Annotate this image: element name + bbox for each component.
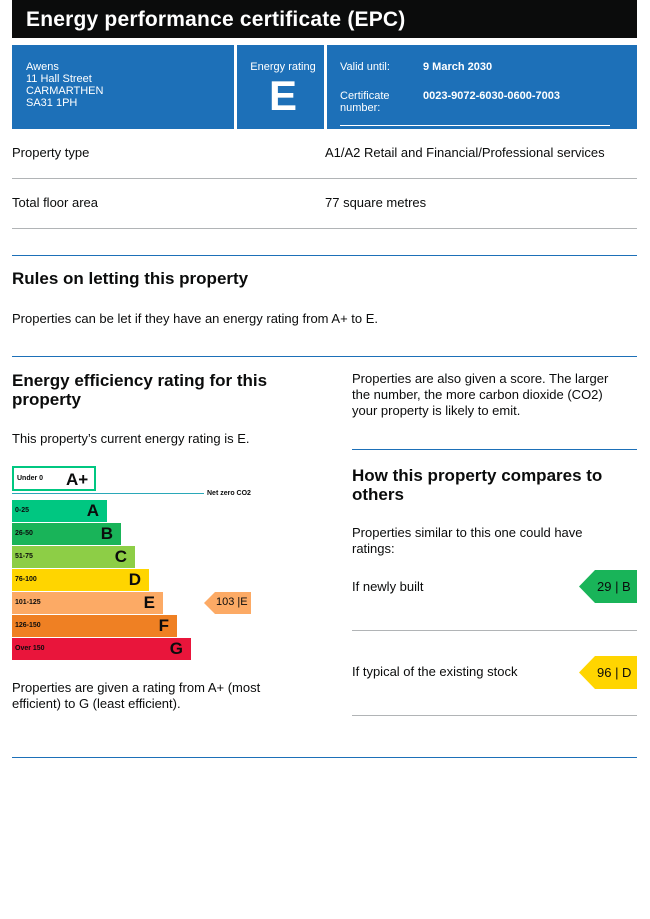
energy-rating-label: Energy rating bbox=[250, 61, 316, 73]
divider bbox=[234, 45, 237, 129]
band-c bbox=[12, 546, 135, 568]
band-d bbox=[12, 569, 149, 591]
band-letter: D bbox=[128, 570, 141, 589]
rating-footnote bbox=[12, 680, 260, 712]
floor-area-label: Total floor area bbox=[12, 195, 98, 210]
band-range: 26-50 bbox=[15, 530, 33, 537]
divider bbox=[352, 630, 637, 631]
address-line: Awens bbox=[26, 61, 59, 73]
existing-stock-label: If typical of the existing stock bbox=[352, 664, 518, 679]
score-text-line: the number, the more carbon dioxide (CO2) bbox=[352, 387, 603, 402]
letting-text: Properties can be let if they have an energy rating from A+ to E. bbox=[12, 311, 379, 326]
comparison-heading-line: others bbox=[352, 485, 404, 504]
band-letter: C bbox=[114, 547, 127, 566]
band-range: 126-150 bbox=[15, 622, 41, 629]
property-type-row bbox=[12, 145, 637, 160]
section-divider bbox=[12, 356, 637, 357]
band-g bbox=[12, 638, 191, 660]
property-type-label: Property type bbox=[12, 145, 90, 160]
section-divider bbox=[12, 757, 637, 758]
efficiency-heading-line: Energy efficiency rating for this bbox=[12, 371, 268, 390]
divider bbox=[352, 715, 637, 716]
current-score-marker bbox=[204, 592, 251, 614]
comparison-intro-line: ratings: bbox=[352, 541, 395, 556]
band-a-plus bbox=[12, 466, 96, 491]
band-letter: A bbox=[86, 501, 99, 520]
divider bbox=[340, 125, 610, 126]
newly-built-label: If newly built bbox=[352, 579, 424, 594]
band-b bbox=[12, 523, 121, 545]
address-line: 11 Hall Street bbox=[26, 73, 92, 85]
comparison-intro bbox=[352, 525, 583, 557]
valid-until-value: 9 March 2030 bbox=[423, 61, 493, 73]
existing-stock-rating bbox=[579, 656, 637, 689]
address bbox=[26, 61, 103, 109]
band-letter: F bbox=[158, 616, 169, 635]
band-range: 76-100 bbox=[15, 576, 37, 583]
score-text-line: your property is likely to emit. bbox=[352, 403, 521, 418]
band-letter: G bbox=[169, 639, 183, 658]
section-divider bbox=[12, 255, 637, 256]
comparison-heading bbox=[352, 466, 602, 504]
certificate-number-value: 0023-9072-6030-0600-7003 bbox=[423, 90, 561, 102]
comparison-heading-line: How this property compares to bbox=[352, 466, 603, 485]
band-letter: E bbox=[143, 593, 155, 612]
address-line: SA31 1PH bbox=[26, 97, 78, 109]
band-a bbox=[12, 500, 107, 522]
footnote-line: efficient) to G (least efficient). bbox=[12, 696, 181, 711]
efficiency-heading bbox=[12, 371, 267, 409]
band-letter: B bbox=[100, 524, 113, 543]
score-text bbox=[352, 371, 608, 419]
certificate-number-label bbox=[340, 90, 390, 114]
letting-heading: Rules on letting this property bbox=[12, 269, 249, 288]
score-text-line: Properties are also given a score. The larger bbox=[352, 371, 609, 386]
divider bbox=[324, 45, 327, 129]
floor-area-row bbox=[12, 195, 637, 210]
property-type-value: A1/A2 Retail and Financial/Professional services bbox=[325, 145, 605, 160]
certificate-label-line: number: bbox=[340, 102, 381, 114]
net-zero-line bbox=[12, 493, 204, 494]
current-score-label: 103 |E bbox=[216, 596, 248, 608]
band-letter: A+ bbox=[66, 470, 89, 489]
page-title: Energy performance certificate (EPC) bbox=[12, 0, 637, 38]
summary-panel bbox=[12, 45, 637, 129]
footnote-line: Properties are given a rating from A+ (most bbox=[12, 680, 261, 695]
band-f bbox=[12, 615, 177, 637]
energy-rating-value: E bbox=[268, 72, 297, 119]
divider bbox=[12, 228, 637, 229]
floor-area-value: 77 square metres bbox=[325, 195, 427, 210]
divider bbox=[12, 178, 637, 179]
certificate-label-line: Certificate bbox=[340, 90, 390, 102]
section-divider bbox=[352, 449, 637, 450]
newly-built-score: 29 | B bbox=[597, 579, 631, 594]
current-rating-text: This property’s current energy rating is E. bbox=[12, 431, 250, 446]
band-e bbox=[12, 592, 163, 614]
band-range: Over 150 bbox=[15, 645, 45, 652]
band-range: 101-125 bbox=[15, 599, 41, 606]
efficiency-heading-line: property bbox=[12, 390, 81, 409]
comparison-intro-line: Properties similar to this one could have bbox=[352, 525, 583, 540]
net-zero-label: Net zero CO2 bbox=[207, 490, 251, 497]
band-range: 51-75 bbox=[15, 553, 33, 560]
newly-built-rating bbox=[579, 570, 637, 603]
valid-until-label: Valid until: bbox=[340, 61, 390, 73]
address-line: CARMARTHEN bbox=[26, 85, 104, 97]
band-range: Under 0 bbox=[17, 475, 44, 482]
existing-stock-score: 96 | D bbox=[597, 665, 632, 680]
band-range: 0-25 bbox=[15, 507, 30, 514]
